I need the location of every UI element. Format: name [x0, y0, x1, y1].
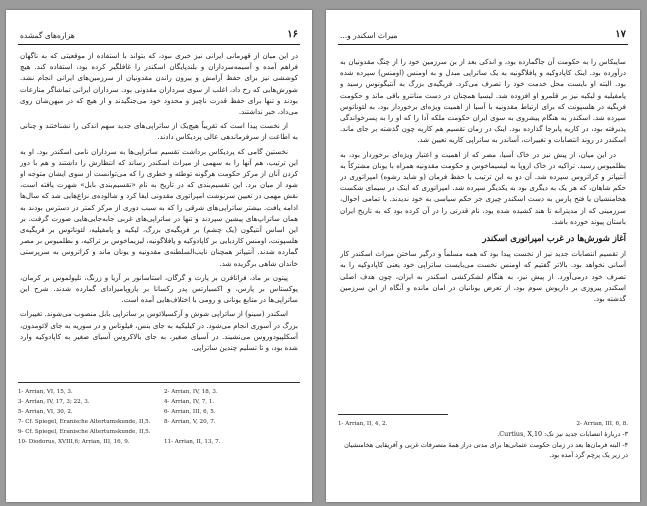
footnote: 10- Diodorus, XVIII,6; Arrian, III, 16, 9.: [18, 439, 130, 445]
running-title: هزاره‌های گمشده: [20, 31, 75, 40]
footnote: 3- Arrian, IV, 17, 3; 22, 3.: [18, 399, 90, 405]
paragraph: از نخست پیدا است که تقریباً هیچ‌یک از ساتراپی‌های جدید سهم اندکی را نشناختند و چنانی به اطاعت از سرفرماندهی عالی پردیکاس دادند.: [20, 121, 298, 142]
left-page: [6, 10, 312, 502]
footnote: 9- Cf. Spiegel, Eranische Altertumskunde, II,5.: [18, 429, 151, 435]
paragraph: در این میان، از پیش نیز در خاک آسیا، مصر که از اهمیت و اعتبار ویژه‌ای برخوردار بود، به بطلمیوس رسید. تراکیه در خاک اروپا به لیسیماخوس و حکومت مقدونیه همراه با یونان مشترکاً به آنتیپاتر و کراتروس سپرده شد. آن دو به این ترتیب با حفظ فرمان (و شاید رشوه) امپراتوری در حکم شاهان، که هر یک به دیگری بود به یکدیگر سپرده شد. امپراتوری که اینک در سیمای شکست هخامنشیان یا فتح پارس به دست اسکندر چیزی جز حکم سیاسی به خود ندیدند. با تمامی احوال، سرزمینی که از مدیترانه تا هند کشیده شده بود، نام قدرتی را در آن کرده بود که به تاریخ ایران باستان پیوند خورده باشد.: [340, 149, 626, 226]
footnote: 1- Arrian, VI, 15, 3.: [18, 389, 73, 395]
footnotes: [338, 414, 628, 461]
footnote: 11- Arrian, II, 13, 7.: [164, 439, 221, 445]
paragraph: نخستین گامی که پردیکاس برداشت تقسیم ساتراپی‌ها به سرداران نامی اسکندر بود. او به این ترتیب، هم آنها را به سهمی از میراث اسکندر رساند که انتظارش را داشتند و هم با دور کردن آنان از مرکز حکومت هرگونه توطئه و خطری را که می‌توانست از سوی ایشان متوجه او شود از میان برد. این تقسیم‌بندی که در تاریخ به نام «تقسیم‌بندی بابل» شهرت یافته است، نقش مهمی در تعیین سرنوشت امپراتوری مقدونی ایفا کرد و شالوده‌ی نزاع‌هایی شد که سال‌ها ادامه یافت. بیشتر ساتراپی‌های شرقی را که به سبب دوری از مرکز کمتر در دسترس بودند به همان ساتراپ‌های پیشین سپردند و تنها در ساتراپی‌های غربی جابه‌جایی‌هایی صورت گرفت. بر این اساس آنتیگون (یک چشم) بر فریگیه‌ی بزرگ، لیکیه و پامفیلیه، لئوناتوس بر فریگیه‌ی هلسپونت، اومنس کاردیایی بر کاپادوکیه و پافلاگونیه، لیزیماخوس بر تراکیه، و بطلمیوس بر مصر گمارده شدند. آنتیپاتر همچنان نایب‌السلطنه‌ی مقدونیه و یونان ماند و کراتروس به سرپرستی خاندان شاهی برگزیده شد.: [20, 146, 298, 268]
paragraph: پیتون بر ماد، فراتافرن بر پارت و گرگان، استاسانور بر آریا و زرنگ، تلپولموس بر کرمان، پوکستاس بر پارس، و اکسیارتس پدر رکسانا بر پاروپامیزادای گمارده شدند. شرح این ساتراپی‌ها در منابع یونانی و رومی با اختلاف‌هایی آمده است.: [20, 272, 298, 305]
footnote: 1- Arrian, II, 4, 2.: [338, 421, 388, 427]
section-heading: آغاز شورش‌ها در غرب امپراتوری اسکندر: [482, 233, 626, 244]
paragraph: سایبکاس را به حکومت آن جاگمارده بود، و اندکی بعد از بن سرزمین خود را از چنگ مقدونیان به درآورده بود. اینک کاپادوکیه و پافلاگونیه به یک ساتراپی مبدل و به اومنس (اومنس) سپرده شده بود. البته او بایست محل خدمت خود را تصرف می‌کرد. فریگیه‌ی بزرگ به آنتیگونوس رسید و پامفیلیه و لیکیه نیز بر قلمرو او افزوده شد. لیسیا همچنان در دست منانترو باقی ماند و حکومت فریگیه در هلسپونت که برای ارتباط مقدونیه با آسیا از اهمیت ویژه‌ای برخوردار بود، به لئوناتوس سپرده شد. اسکندر به هنگام پیشروی به سوی ایران حکومت ملکه آدا را که او را به پسرخواندگی پذیرفته بود، در کاریه پابرجا گذارده بود. اینک در زمان تقسیم هم کاریه چون گذشته بر جای ماند. اسکندر در روند انتصابات و تغییرات، آساندر به ساتراپی کاریه تعیین شد.: [340, 57, 626, 145]
footnote: 8- Arrian, V, 20, 7.: [164, 419, 216, 425]
footnote: ۴- البته فرمان‌ها بعد در زمان حکومت عثمانی‌ها برای مدتی دراز همهٔ متصرفات غربی و آفریقایی هخامنشیان در زیر یک پرچم گرد آمده بود.: [344, 440, 628, 459]
running-title: میراث اسکندر و...: [340, 31, 398, 40]
footnote-rule: [338, 414, 448, 415]
footnote: 5- Arrian, VI, 30, 2.: [18, 409, 73, 415]
footnote: 6- Arrian, III, 6, 5.: [164, 409, 216, 415]
footnote: 4- Arrian, IV, 7, 1.: [164, 399, 215, 405]
page-body: [20, 50, 298, 378]
right-page: [326, 10, 640, 502]
footnote: [164, 427, 300, 437]
paragraph: از تقسیم انتصابات جدید نیز از نخست پیدا بود که همه مسلماً و درگیر ساختن میراث اسکندر کار آسانی نخواهد بود. بالاتر گفتیم که اومنس نخست می‌بایست ساتراپی خود یعنی کاپادوکیه را به تصرف خود درمی‌آورد. از پیش نیز، به هنگام لشکرکشی اسکندر به ایران، چون هدف اصلی اسکندر پیروزی بر داریوش سوم بود، از تعرض یونانیان در امان مانده و آنگاه از این سرزمین گذشته بود.: [340, 249, 626, 304]
page-body: [340, 56, 626, 406]
footnotes: [18, 382, 300, 447]
running-head: [18, 30, 300, 45]
paragraph: در این میان از قهرمانی ایرانی نیز خبری نبود، که بتواند با استفاده از موقعیتی که به ناگهان فراهم آمده و آسیمه‌سرداران و بلندپایگان اسکندر را غافلگیر کرده بود، استفاده کند. هیچ کوششی نیز برای حفظ آرامش و بیرون راندن مقدونیان از سرزمین‌های ایرانی انجام نشد. شورش‌هایی که رخ داد، اغلب از سوی سرداران مقدونی بود. سرداران ایرانی تماشاگر منازعات بودند و تنها برای حفظ قدرت ناچیز و محدود خود می‌جنگیدند و از هیچ که در میهن‌شان روی می‌داد، خبر نداشتند.: [20, 51, 298, 117]
footnote: 2- Arrian, III, 6, 8.: [576, 421, 628, 427]
paragraph: اسکندر (سینو) از ساتراپی شوش و آرکسیلائوس بر ساتراپی بابل منصوب می‌شوند. تغییرات بزرگ در آسوری انجام می‌شود. در کیلیکیه به جای بنس، فیلوتاس و در سوریه به جای لائومدون، آسکلپیودوروس می‌نشیند. در آسیای صغیر، به جای بالاکروس آسیای صغیر به کاپادوکیه وارد شده بود، و تا تسلیم چندین ساتراپی.: [20, 309, 298, 353]
running-head: [338, 30, 628, 45]
footnote: ۳- دربارهٔ انتصابات جدید نیز نک: Curtius, X,10.: [497, 430, 628, 438]
footnote: 7- Cf. Spiegel, Eranische Altertumskunde, II,5.: [18, 419, 151, 425]
footnote: 2- Arrian, IV, 18, 3.: [164, 389, 218, 395]
page-number: ١٧: [615, 29, 626, 40]
page-number: ١۶: [287, 29, 298, 40]
